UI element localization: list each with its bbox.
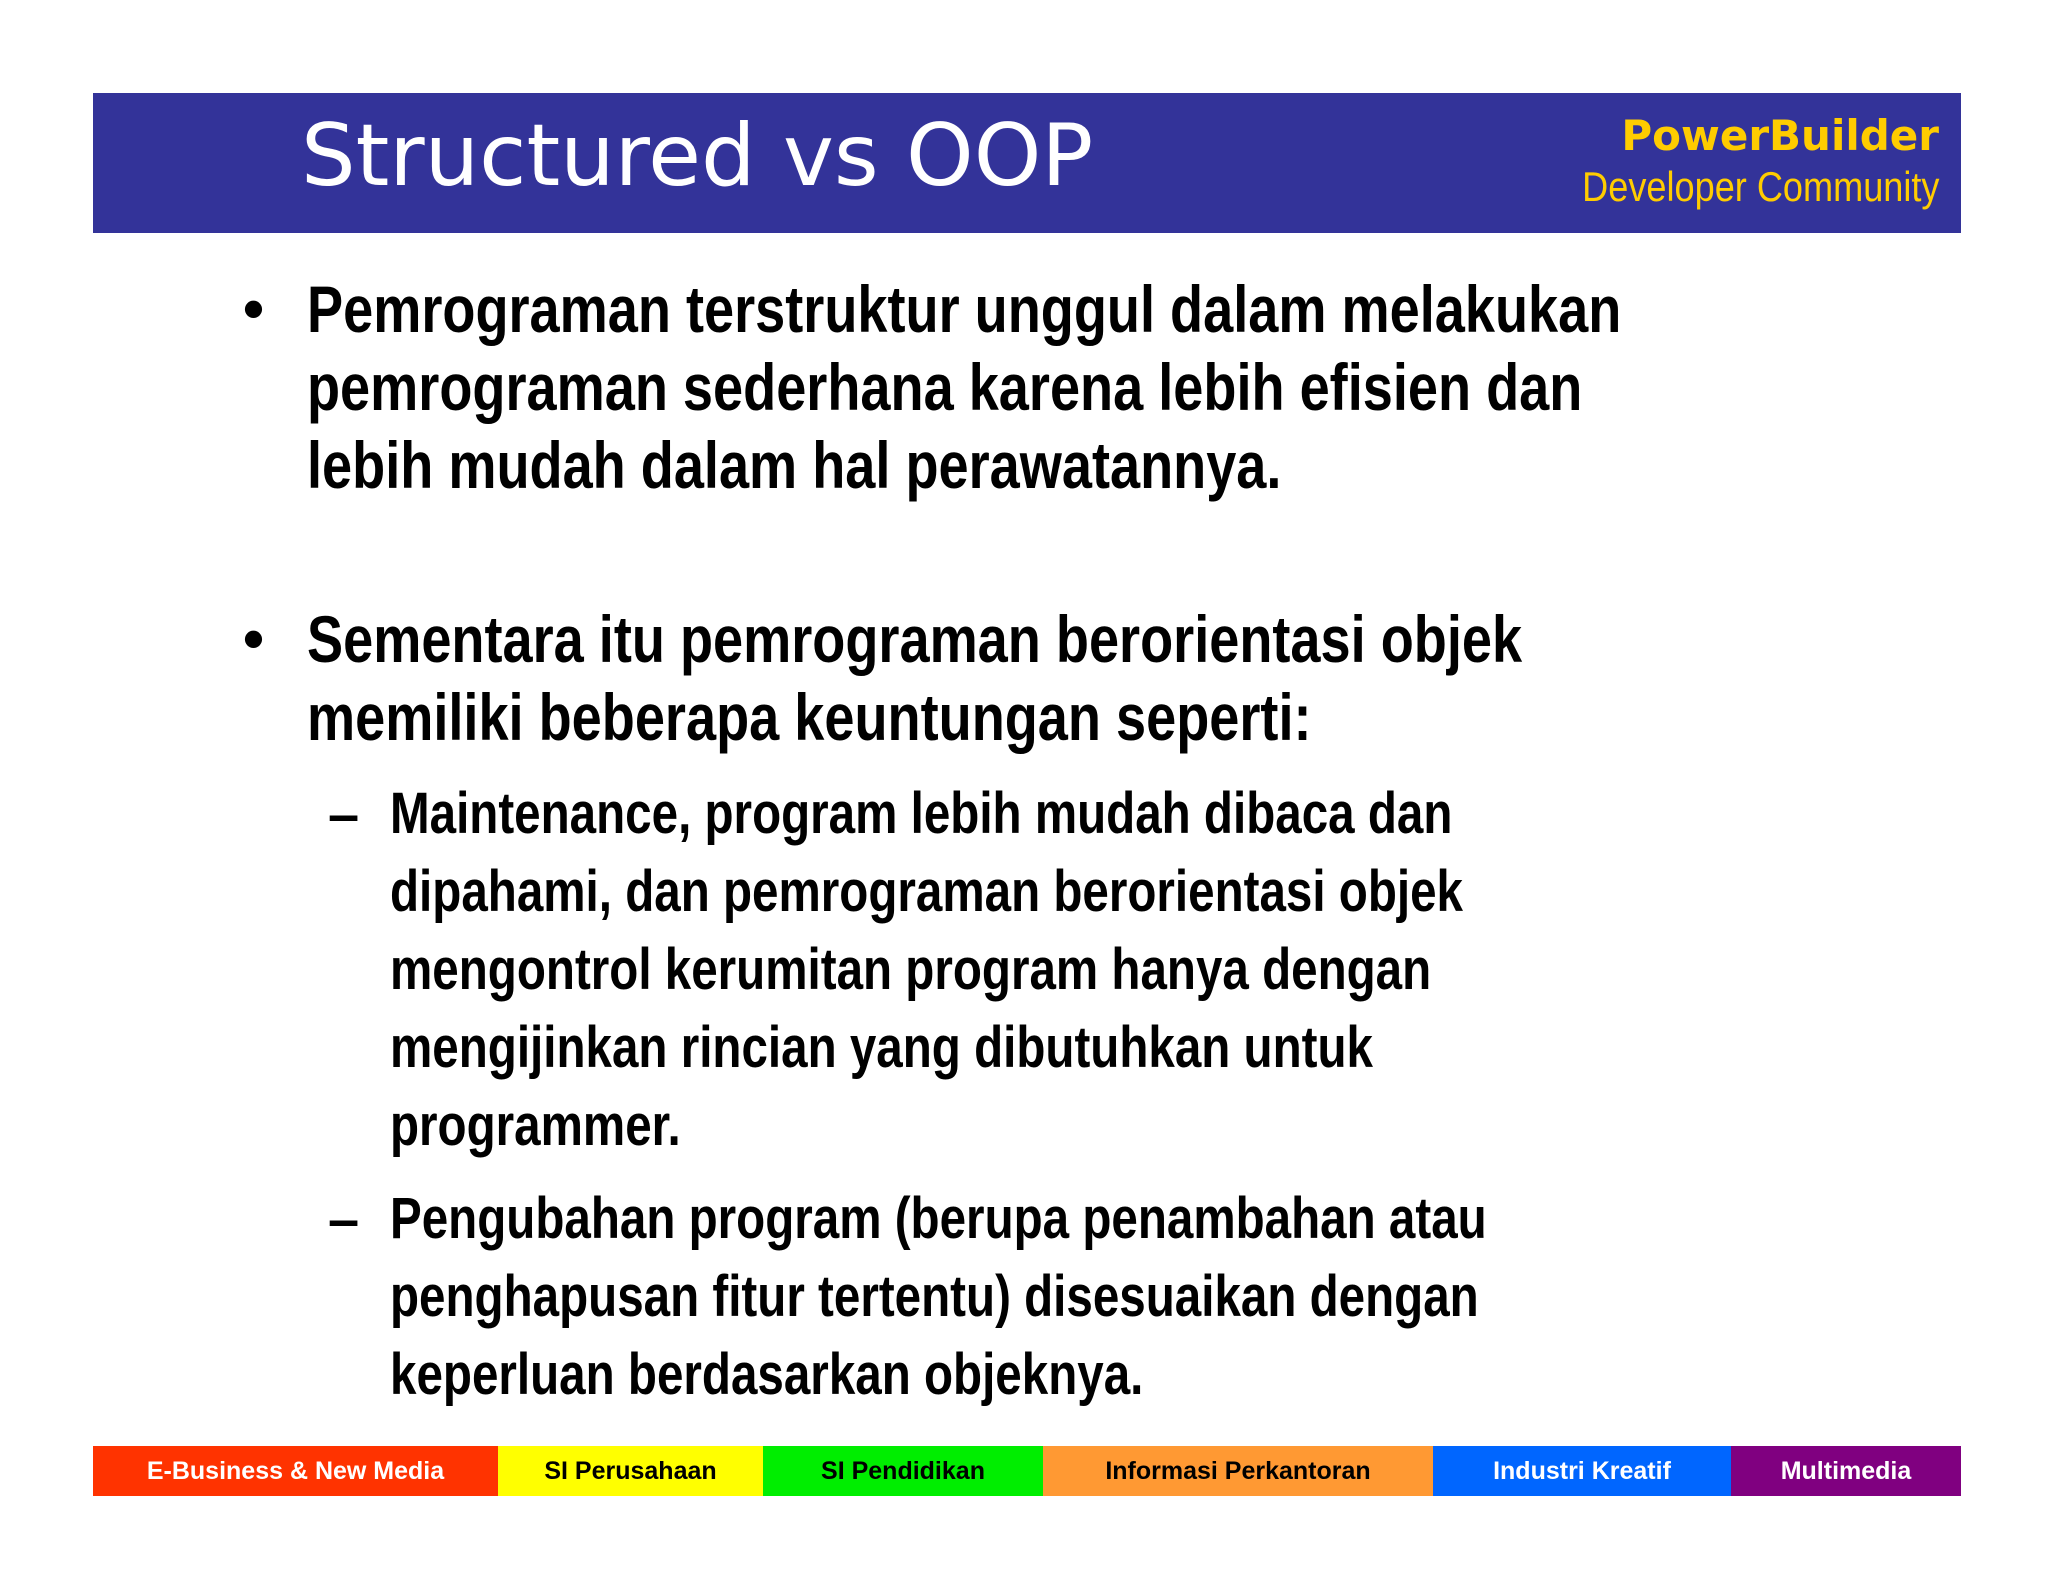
footer-label: E-Business & New Media: [146, 1456, 445, 1485]
bullet-marker: •: [243, 605, 265, 672]
footer-category-bar: [93, 1446, 1961, 1496]
brand-name: PowerBuilder: [1621, 111, 1939, 160]
footer-segment-ebusiness: [93, 1446, 498, 1496]
subbullet-text: Pengubahan program (berupa penambahan atau penghapusan fitur tertentu) disesuaikan dengan keperluan berdasarkan objeknya.: [390, 1186, 1487, 1407]
subbullet-marker: –: [328, 782, 360, 845]
bullet-marker: •: [243, 275, 265, 342]
subbullet-marker: –: [328, 1187, 360, 1250]
brand-subtitle: Developer Community: [1581, 163, 1939, 210]
footer-segment-multimedia: [1731, 1446, 1961, 1496]
footer-label: Multimedia: [1780, 1456, 1912, 1485]
footer-segment-industri-kreatif: [1433, 1446, 1731, 1496]
slide-title: Structured vs OOP: [301, 106, 1094, 206]
bullet-text: Sementara itu pemrograman berorientasi objek memiliki beberapa keuntungan seperti:: [307, 602, 1523, 754]
footer-segment-si-perusahaan: [498, 1446, 763, 1496]
footer-label: Industri Kreatif: [1493, 1456, 1671, 1485]
footer-label: SI Perusahaan: [544, 1456, 717, 1485]
bullet-text: Pemrograman terstruktur unggul dalam melakukan pemrograman sederhana karena lebih efisien dan lebih mudah dalam hal perawatannya.: [307, 272, 1622, 502]
footer-segment-si-pendidikan: [763, 1446, 1043, 1496]
brand-logo: [1524, 111, 1940, 213]
footer-segment-informasi-perkantoran: [1043, 1446, 1433, 1496]
title-banner: [93, 93, 1961, 233]
footer-label: SI Pendidikan: [821, 1456, 985, 1485]
subbullet-text: Maintenance, program lebih mudah dibaca dan dipahami, dan pemrograman berorientasi objek mengontrol kerumitan program hanya dengan mengijinkan rincian yang dibutuhkan untuk programmer.: [390, 781, 1464, 1158]
footer-label: Informasi Perkantoran: [1105, 1456, 1371, 1485]
